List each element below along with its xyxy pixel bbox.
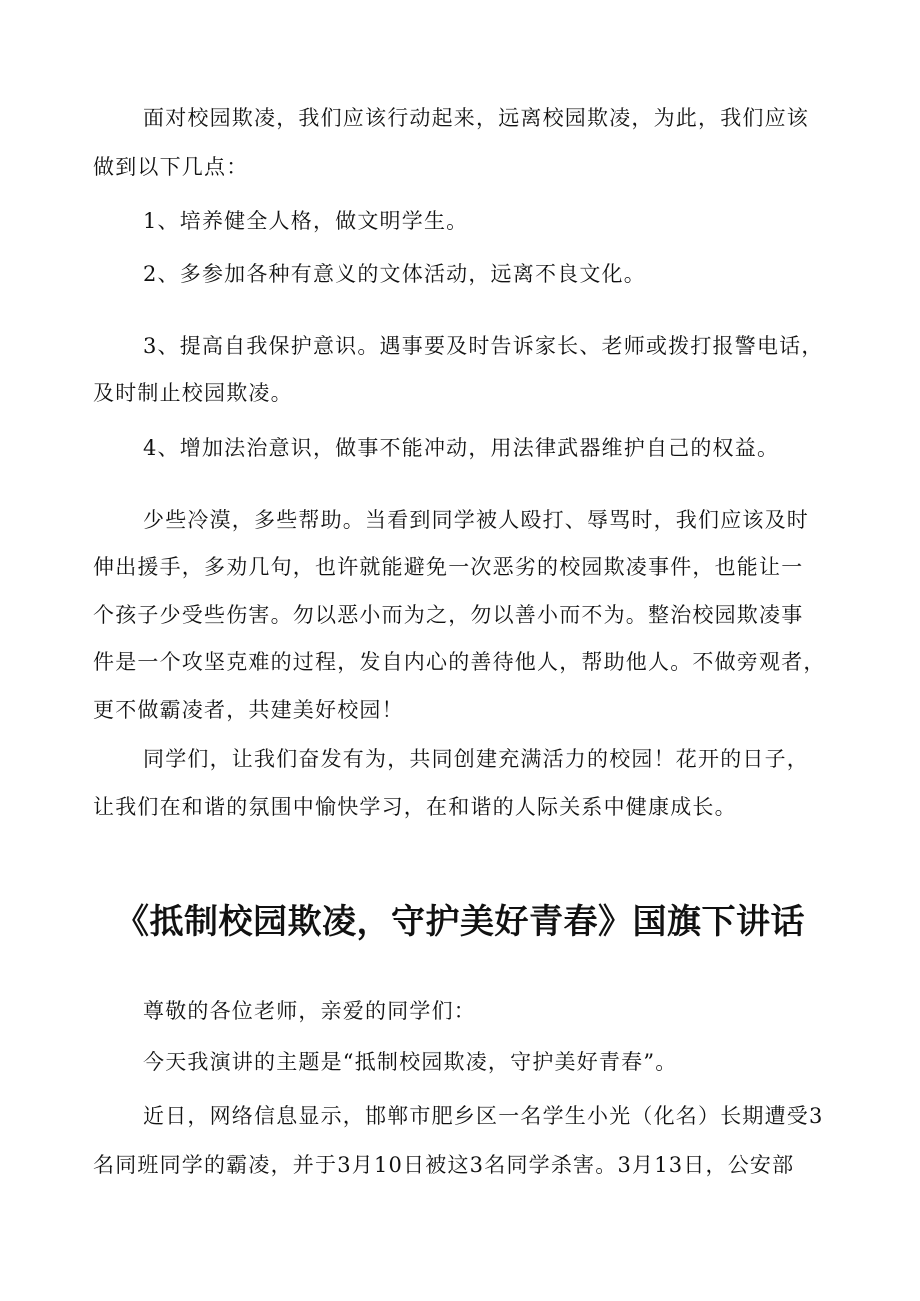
list-item-point-1: 1、培养健全人格，做文明学生。 bbox=[143, 209, 469, 233]
paragraph-help-line-5: 更不做霸凌者，共建美好校园！ bbox=[93, 698, 404, 722]
list-item-point-3-line-1: 3、提高自我保护意识。遇事要及时告诉家长、老师或拨打报警电话， bbox=[143, 334, 824, 358]
paragraph-intro-line-1: 面对校园欺凌，我们应该行动起来，远离校园欺凌，为此，我们应该 bbox=[143, 106, 809, 130]
paragraph-intro-line-2: 做到以下几点： bbox=[93, 155, 249, 179]
section-title: 《抵制校园欺凌，守护美好青春》国旗下讲话 bbox=[115, 902, 805, 942]
paragraph-help-line-3: 个孩子少受些伤害。勿以恶小而为之，勿以善小而不为。整治校园欺凌事 bbox=[93, 603, 804, 627]
paragraph-news-line-1: 近日，网络信息显示，邯郸市肥乡区一名学生小光（化名）长期遭受3 bbox=[143, 1104, 824, 1128]
greeting-line: 尊敬的各位老师，亲爱的同学们： bbox=[143, 999, 476, 1023]
paragraph-closing-line-2: 让我们在和谐的氛围中愉快学习，在和谐的人际关系中健康成长。 bbox=[93, 795, 737, 819]
list-item-point-2: 2、多参加各种有意义的文体活动，远离不良文化。 bbox=[143, 262, 646, 286]
paragraph-help-line-2: 伸出援手，多劝几句，也许就能避免一次恶劣的校园欺凌事件，也能让一 bbox=[93, 555, 804, 579]
list-item-point-3-line-2: 及时制止校园欺凌。 bbox=[93, 381, 293, 405]
paragraph-help-line-1: 少些冷漠，多些帮助。当看到同学被人殴打、辱骂时，我们应该及时 bbox=[143, 508, 809, 532]
paragraph-closing-line-1: 同学们，让我们奋发有为，共同创建充满活力的校园！花开的日子， bbox=[143, 747, 809, 771]
paragraph-help-line-4: 件是一个攻坚克难的过程，发自内心的善待他人，帮助他人。不做旁观者， bbox=[93, 650, 826, 674]
list-item-point-4: 4、增加法治意识，做事不能冲动，用法律武器维护自己的权益。 bbox=[143, 436, 780, 460]
paragraph-news-line-2: 名同班同学的霸凌，并于3月10日被这3名同学杀害。3月13日，公安部 bbox=[93, 1153, 795, 1177]
topic-line: 今天我演讲的主题是“抵制校园欺凌，守护美好青春”。 bbox=[143, 1050, 678, 1074]
